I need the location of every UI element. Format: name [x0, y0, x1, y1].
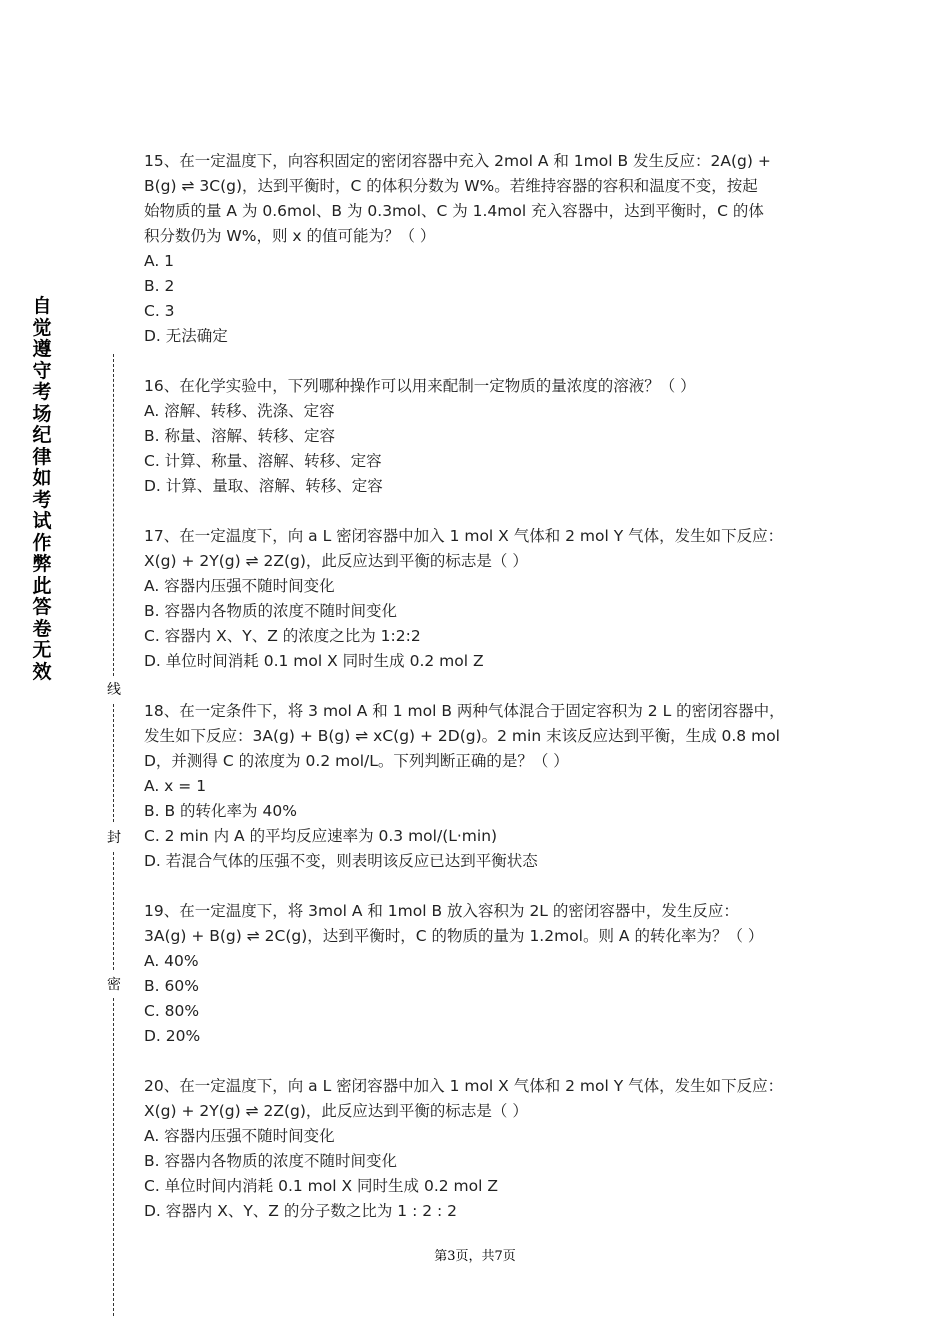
option-b: B. 60% — [144, 977, 199, 995]
option-c: C. 计算、称量、溶解、转移、定容 — [144, 452, 382, 470]
option-d: D. 计算、量取、溶解、转移、定容 — [144, 477, 383, 495]
option-d: D. 容器内 X、Y、Z 的分子数之比为 1 : 2 : 2 — [144, 1202, 458, 1220]
binding-warning-text: 自觉遵守考场纪律如考试作弊此答卷无效 — [32, 295, 52, 683]
binding-dashed-line — [113, 354, 114, 676]
question-stem-line: D，并测得 C 的浓度为 0.2 mol/L。下列判断正确的是？（ ） — [144, 752, 569, 770]
question-17 — [144, 524, 824, 674]
option-c: C. 容器内 X、Y、Z 的浓度之比为 1:2:2 — [144, 627, 421, 645]
question-stem-line: X(g) + 2Y(g) ⇌ 2Z(g)，此反应达到平衡的标志是（ ） — [144, 1102, 528, 1120]
page-number: 第3页，共7页 — [434, 1249, 516, 1264]
option-a: A. 容器内压强不随时间变化 — [144, 577, 335, 595]
question-16 — [144, 374, 824, 499]
question-stem-line: X(g) + 2Y(g) ⇌ 2Z(g)，此反应达到平衡的标志是（ ） — [144, 552, 528, 570]
binding-mark-feng: 封 — [107, 830, 121, 846]
question-stem-line: 20、在一定温度下，向 a L 密闭容器中加入 1 mol X 气体和 2 mol Y 气体，发生如下反应： — [144, 1077, 784, 1095]
question-18 — [144, 699, 824, 874]
question-15 — [144, 149, 824, 349]
option-a: A. 溶解、转移、洗涤、定容 — [144, 402, 335, 420]
binding-dashed-line — [113, 998, 114, 1316]
option-c: C. 80% — [144, 1002, 200, 1020]
option-c: C. 3 — [144, 302, 175, 320]
question-list — [144, 149, 824, 1249]
question-stem-line: 积分数仍为 W%，则 x 的值可能为？（ ） — [144, 227, 436, 245]
option-b: B. 容器内各物质的浓度不随时间变化 — [144, 602, 397, 620]
binding-mark-xian: 线 — [107, 682, 121, 698]
option-a: A. 1 — [144, 252, 175, 270]
option-c: C. 单位时间内消耗 0.1 mol X 同时生成 0.2 mol Z — [144, 1177, 498, 1195]
binding-mark-mi: 密 — [107, 977, 121, 993]
option-d: D. 无法确定 — [144, 327, 228, 345]
binding-dashed-line — [113, 852, 114, 970]
question-stem-line: 15、在一定温度下，向容积固定的密闭容器中充入 2mol A 和 1mol B 发生反应：2A(g) + — [144, 152, 771, 170]
question-stem-line: B(g) ⇌ 3C(g)，达到平衡时，C 的体积分数为 W%。若维持容器的容积和温度不变，按起 — [144, 177, 758, 195]
option-b: B. 容器内各物质的浓度不随时间变化 — [144, 1152, 397, 1170]
question-19 — [144, 899, 824, 1049]
option-a: A. 40% — [144, 952, 199, 970]
question-stem-line: 19、在一定温度下，将 3mol A 和 1mol B 放入容积为 2L 的密闭容器中，发生反应： — [144, 902, 739, 920]
question-stem-line: 发生如下反应：3A(g) + B(g) ⇌ xC(g) + 2D(g)。2 min 末该反应达到平衡，生成 0.8 mol — [144, 727, 780, 745]
question-20 — [144, 1074, 824, 1224]
option-d: D. 若混合气体的压强不变，则表明该反应已达到平衡状态 — [144, 852, 538, 870]
question-stem-line: 17、在一定温度下，向 a L 密闭容器中加入 1 mol X 气体和 2 mol Y 气体，发生如下反应： — [144, 527, 784, 545]
question-stem-line: 始物质的量 A 为 0.6mol、B 为 0.3mol、C 为 1.4mol 充入容器中，达到平衡时，C 的体 — [144, 202, 764, 220]
question-stem-line: 18、在一定条件下，将 3 mol A 和 1 mol B 两种气体混合于固定容积为 2 L 的密闭容器中， — [144, 702, 785, 720]
option-d: D. 单位时间消耗 0.1 mol X 同时生成 0.2 mol Z — [144, 652, 484, 670]
option-b: B. 2 — [144, 277, 175, 295]
option-d: D. 20% — [144, 1027, 201, 1045]
option-b: B. 称量、溶解、转移、定容 — [144, 427, 335, 445]
question-stem-line: 3A(g) + B(g) ⇌ 2C(g)，达到平衡时，C 的物质的量为 1.2mol。则 A 的转化率为？（ ） — [144, 927, 764, 945]
option-c: C. 2 min 内 A 的平均反应速率为 0.3 mol/(L·min) — [144, 827, 498, 845]
option-a: A. x = 1 — [144, 777, 207, 795]
binding-dashed-line — [113, 704, 114, 822]
option-a: A. 容器内压强不随时间变化 — [144, 1127, 335, 1145]
question-stem-line: 16、在化学实验中，下列哪种操作可以用来配制一定物质的量浓度的溶液？（ ） — [144, 377, 696, 395]
option-b: B. B 的转化率为 40% — [144, 802, 297, 820]
